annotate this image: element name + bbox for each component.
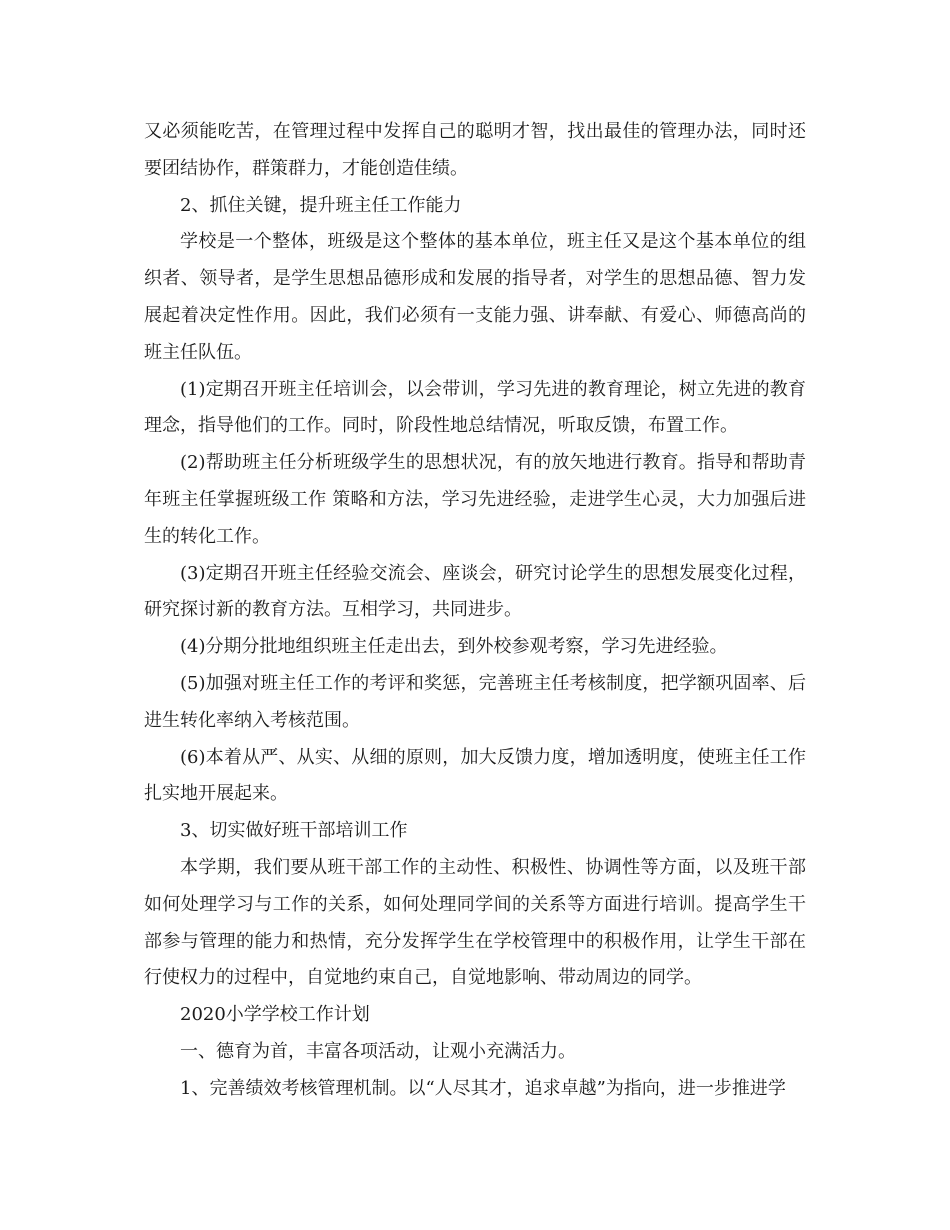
section-heading: 3、切实做好班干部培训工作 (180, 820, 408, 842)
paragraph: 又必须能吃苦，在管理过程中发挥自己的聪明才智，找出最佳的管理办法，同时还要团结协作，群策群力，才能创造佳绩。 (144, 121, 806, 179)
list-item: (3)定期召开班主任经验交流会、座谈会，研究讨论学生的思想发展变化过程，研究探讨新的教育方法。互相学习，共同进步。 (144, 562, 806, 621)
paragraph: 学校是一个整体，班级是这个整体的基本单位，班主任又是这个基本单位的组织者、领导者，是学生思想品德形成和发展的指导者，对学生的思想品德、智力发展起着决定性作用。因此，我们必须有一支能力强、讲奉献、有爱心、师德高尚的班主任队伍。 (144, 231, 806, 363)
paragraph: 1、完善绩效考核管理机制。以“人尽其才，追求卓越”为指向，进一步推进学 (180, 1077, 786, 1099)
list-item: (1)定期召开班主任培训会，以会带训，学习先进的教育理论，树立先进的教育理念，指导他们的工作。同时，阶段性地总结情况，听取反馈，布置工作。 (144, 378, 806, 437)
document-body (144, 114, 806, 1108)
paragraph: 本学期，我们要从班干部工作的主动性、积极性、协调性等方面，以及班干部如何处理学习与工作的关系，如何处理同学间的关系等方面进行培训。提高学生干部参与管理的能力和热情，充分发挥学生在学校管理中的积极作用，让学生干部在行使权力的过程中，自觉地约束自己，自觉地影响、带动周边的同学。 (144, 856, 806, 989)
document-title: 2020小学学校工作计划 (180, 1004, 370, 1026)
list-item: (5)加强对班主任工作的考评和奖惩，完善班主任考核制度，把学额巩固率、后进生转化率纳入考核范围。 (144, 672, 806, 731)
list-item: (6)本着从严、从实、从细的原则，加大反馈力度，增加透明度，使班主任工作扎实地开展起来。 (144, 746, 806, 805)
list-item: (4)分期分批地组织班主任走出去，到外校参观考察，学习先进经验。 (180, 636, 728, 658)
section-heading: 2、抓住关键，提升班主任工作能力 (180, 194, 462, 216)
list-item: (2)帮助班主任分析班级学生的思想状况，有的放矢地进行教育。指导和帮助青年班主任掌握班级工作 策略和方法，学习先进经验，走进学生心灵，大力加强后进生的转化工作。 (144, 452, 806, 547)
section-heading: 一、德育为首，丰富各项活动，让观小充满活力。 (180, 1040, 576, 1062)
